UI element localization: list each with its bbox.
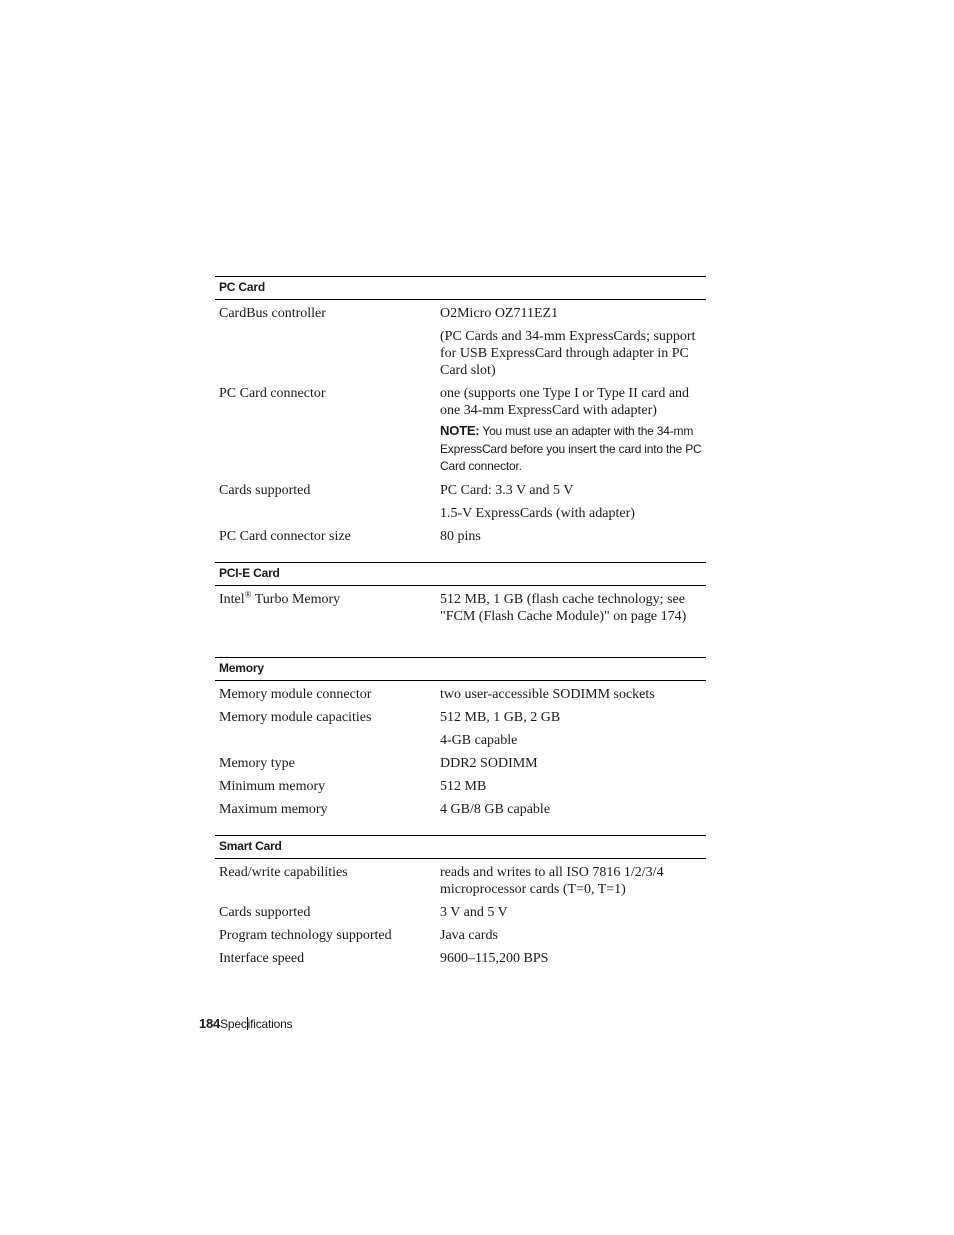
- spec-value: O2Micro OZ711EZ1: [440, 306, 559, 321]
- spec-label: PC Card connector size: [219, 528, 351, 544]
- section-pcie-card: [215, 562, 706, 625]
- section-header-pc-card: PC Card: [215, 276, 706, 300]
- page-number: 184: [199, 1016, 221, 1031]
- spec-value: 9600–115,200 BPS: [440, 950, 549, 966]
- spec-value: DDR2 SODIMM: [440, 755, 538, 771]
- section-spacer: [215, 551, 706, 562]
- spec-row-minimum-memory: [215, 778, 706, 795]
- spec-row-cardbus-controller: [215, 305, 706, 379]
- section-pc-card: [215, 276, 706, 545]
- spec-label: Cards supported: [219, 482, 311, 498]
- spec-row-turbo-memory: [215, 588, 706, 625]
- spec-value: PC Card: 3.3 V and 5 V: [440, 482, 574, 498]
- spec-value: 512 MB, 1 GB, 2 GB: [440, 709, 561, 725]
- section-spacer: [215, 631, 706, 657]
- spec-label: Memory module capacities: [219, 709, 372, 725]
- spec-row-cards-supported: [215, 482, 706, 522]
- specifications-table: [215, 276, 706, 973]
- spec-row-read-write: [215, 864, 706, 898]
- spec-value: Java cards: [440, 927, 498, 943]
- page-footer: [199, 1016, 292, 1032]
- section-header-pcie-card: PCI-E Card: [215, 562, 706, 586]
- spec-row-interface-speed: [215, 950, 706, 967]
- label-product: Turbo Memory: [251, 591, 341, 607]
- spec-value: 4 GB/8 GB capable: [440, 801, 551, 817]
- spec-label: Program technology supported: [219, 927, 392, 943]
- spec-row-pc-card-connector: [215, 385, 706, 476]
- spec-value: 80 pins: [440, 528, 481, 544]
- section-header-smart-card: Smart Card: [215, 835, 706, 859]
- spec-label: Read/write capabilities: [219, 864, 348, 880]
- label-brand: Intel: [219, 591, 245, 607]
- spec-row-module-connector: [215, 686, 706, 703]
- spec-row-connector-size: [215, 528, 706, 545]
- spec-label: PC Card connector: [219, 386, 326, 401]
- spec-label: Memory module connector: [219, 686, 372, 702]
- note: [440, 422, 706, 476]
- spec-row-cards-supported: [215, 904, 706, 921]
- note-label: NOTE:: [440, 423, 480, 438]
- spec-row-memory-type: [215, 755, 706, 772]
- spec-label: Interface speed: [219, 950, 305, 966]
- spec-value: 512 MB, 1 GB (flash cache technology; see "FCM (Flash Cache Module)" on page 174): [440, 591, 687, 624]
- spec-value: 3 V and 5 V: [440, 904, 508, 920]
- spec-row-program-technology: [215, 927, 706, 944]
- spec-label: Memory type: [219, 755, 295, 771]
- spec-value: one (supports one Type I or Type II card and one 34-mm ExpressCard with adapter): [440, 386, 690, 418]
- note-text: You must use an adapter with the 34-mm ExpressCard before you insert the card into the PC Card connector.: [440, 424, 702, 473]
- spec-value: 1.5-V ExpressCards (with adapter): [440, 505, 635, 521]
- spec-label: Maximum memory: [219, 801, 328, 817]
- spec-label: Minimum memory: [219, 778, 326, 794]
- registered-mark: ®: [244, 588, 252, 599]
- spec-label: CardBus controller: [219, 306, 326, 321]
- spec-value: 4-GB capable: [440, 732, 518, 748]
- section-memory: [215, 657, 706, 818]
- section-name-start: Spec: [220, 1017, 247, 1031]
- spec-value: 512 MB: [440, 778, 487, 794]
- spec-label: [215, 588, 440, 625]
- spec-value: reads and writes to all ISO 7816 1/2/3/4 microprocessor cards (T=0, T=1): [440, 864, 664, 897]
- section-name-end: ifications: [247, 1017, 293, 1031]
- section-header-memory: Memory: [215, 657, 706, 681]
- spec-row-maximum-memory: [215, 801, 706, 818]
- section-spacer: [215, 824, 706, 835]
- section-smart-card: [215, 835, 706, 967]
- spec-row-module-capacities: [215, 709, 706, 749]
- spec-label: Cards supported: [219, 904, 311, 920]
- spec-value: two user-accessible SODIMM sockets: [440, 686, 655, 702]
- spec-value: (PC Cards and 34-mm ExpressCards; support for USB ExpressCard through adapter in PC Card slot): [440, 329, 696, 378]
